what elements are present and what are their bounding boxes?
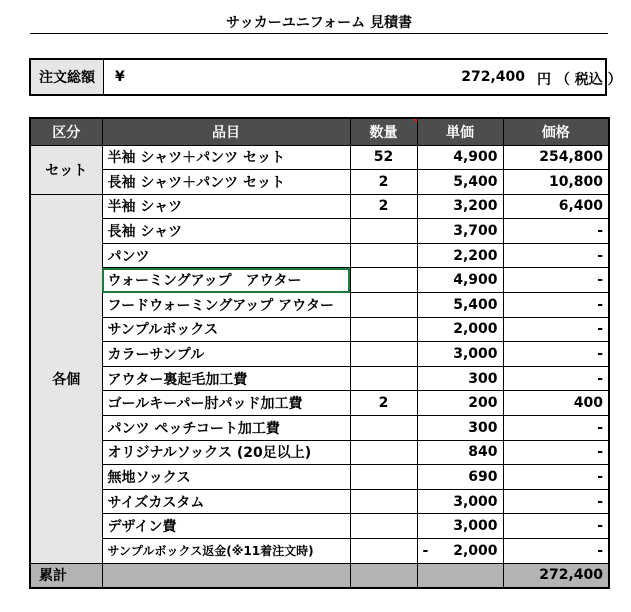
estimate-table: [29, 117, 610, 589]
page-title: サッカーユニフォーム 見積書: [226, 15, 412, 31]
item-unit-price[interactable]: 3,200: [417, 194, 503, 219]
table-row: [30, 342, 609, 367]
table-row: [30, 293, 609, 318]
item-qty[interactable]: 52: [350, 145, 417, 170]
item-name[interactable]: サンプルボックス返金(※11着注文時): [102, 539, 350, 564]
header-row: [30, 118, 609, 145]
item-name[interactable]: 半袖 シャツ: [102, 194, 350, 219]
item-unit-price[interactable]: 4,900: [417, 268, 503, 293]
comment-indicator[interactable]: [412, 118, 418, 124]
item-name[interactable]: 長袖 シャツ＋パンツ セット: [102, 170, 350, 195]
item-name[interactable]: デザイン費: [102, 514, 350, 539]
category-set[interactable]: セット: [30, 145, 102, 194]
item-qty[interactable]: [350, 539, 417, 564]
item-name[interactable]: 半袖 シャツ＋パンツ セット: [102, 145, 350, 170]
item-price[interactable]: 6,400: [503, 194, 609, 219]
item-price[interactable]: -: [503, 268, 609, 293]
item-qty[interactable]: 2: [350, 391, 417, 416]
item-qty[interactable]: [350, 243, 417, 268]
table-row: [30, 194, 609, 219]
table-row: [30, 465, 609, 490]
item-name[interactable]: 長袖 シャツ: [102, 219, 350, 244]
order-total-box: [29, 58, 622, 96]
item-name[interactable]: フードウォーミングアップ アウター: [102, 293, 350, 318]
item-price[interactable]: -: [503, 219, 609, 244]
item-price[interactable]: -: [503, 243, 609, 268]
table-row: [30, 416, 609, 441]
item-name[interactable]: アウター裏起毛加工費: [102, 366, 350, 391]
item-unit-price[interactable]: 690: [417, 465, 503, 490]
item-unit-price[interactable]: 5,400: [417, 293, 503, 318]
title-underline: [30, 33, 608, 34]
table-row: [30, 170, 609, 195]
table-row: [30, 440, 609, 465]
item-price[interactable]: 10,800: [503, 170, 609, 195]
summary-value[interactable]: 272,400: [503, 563, 609, 588]
item-unit-price[interactable]: 3,000: [417, 342, 503, 367]
table-row: [30, 391, 609, 416]
item-qty[interactable]: [350, 440, 417, 465]
item-price[interactable]: -: [503, 465, 609, 490]
item-qty[interactable]: 2: [350, 194, 417, 219]
table-row: [30, 366, 609, 391]
unit-price-value: 2,000: [453, 542, 498, 559]
item-qty[interactable]: [350, 489, 417, 514]
item-unit-price[interactable]: 840: [417, 440, 503, 465]
yen-sign: ¥: [115, 69, 125, 85]
summary-empty[interactable]: [102, 563, 350, 588]
item-price[interactable]: -: [503, 366, 609, 391]
item-unit-price[interactable]: 4,900: [417, 145, 503, 170]
summary-empty[interactable]: [417, 563, 503, 588]
item-unit-price[interactable]: 3,700: [417, 219, 503, 244]
item-unit-price[interactable]: 300: [417, 366, 503, 391]
item-name[interactable]: サンプルボックス: [102, 317, 350, 342]
item-qty[interactable]: 2: [350, 170, 417, 195]
table-row: [30, 539, 609, 564]
table-row: [30, 489, 609, 514]
order-total-label: 注文総額: [31, 60, 104, 94]
item-unit-price[interactable]: 300: [417, 416, 503, 441]
item-price[interactable]: 400: [503, 391, 609, 416]
item-name-selected-cell[interactable]: ウォーミングアップ アウター: [102, 268, 350, 293]
item-qty[interactable]: [350, 342, 417, 367]
table-row: [30, 219, 609, 244]
table-row: [30, 243, 609, 268]
item-name[interactable]: サイズカスタム: [102, 489, 350, 514]
item-qty[interactable]: [350, 366, 417, 391]
item-name[interactable]: パンツ ペッチコート加工費: [102, 416, 350, 441]
minus-sign: -: [422, 542, 429, 559]
header-price: 価格: [503, 118, 609, 145]
item-name[interactable]: 無地ソックス: [102, 465, 350, 490]
item-name[interactable]: カラーサンプル: [102, 342, 350, 367]
item-price[interactable]: 254,800: [503, 145, 609, 170]
table-row: [30, 145, 609, 170]
item-price[interactable]: -: [503, 342, 609, 367]
item-unit-price[interactable]: 3,000: [417, 489, 503, 514]
item-price[interactable]: -: [503, 440, 609, 465]
item-unit-price[interactable]: [417, 539, 503, 564]
category-each[interactable]: 各個: [30, 194, 102, 563]
summary-label[interactable]: 累計: [30, 563, 102, 588]
item-qty[interactable]: [350, 416, 417, 441]
header-item: 品目: [102, 118, 350, 145]
item-name[interactable]: パンツ: [102, 243, 350, 268]
item-price[interactable]: -: [503, 317, 609, 342]
item-unit-price[interactable]: 3,000: [417, 514, 503, 539]
item-unit-price[interactable]: 2,200: [417, 243, 503, 268]
item-unit-price[interactable]: 2,000: [417, 317, 503, 342]
item-unit-price[interactable]: 200: [417, 391, 503, 416]
item-qty[interactable]: [350, 514, 417, 539]
item-price[interactable]: -: [503, 416, 609, 441]
item-price[interactable]: -: [503, 539, 609, 564]
summary-row: [30, 563, 609, 588]
item-qty[interactable]: [350, 293, 417, 318]
header-qty: 数量: [350, 118, 417, 145]
order-total-value: 272,400: [461, 69, 525, 85]
item-qty[interactable]: [350, 317, 417, 342]
item-name[interactable]: オリジナルソックス (20足以上): [102, 440, 350, 465]
item-qty[interactable]: [350, 268, 417, 293]
header-category: 区分: [30, 118, 102, 145]
item-unit-price[interactable]: 5,400: [417, 170, 503, 195]
item-qty[interactable]: [350, 465, 417, 490]
item-price[interactable]: -: [503, 514, 609, 539]
header-unit-price: 単価: [417, 118, 503, 145]
item-name[interactable]: ゴールキーパー肘パッド加工費: [102, 391, 350, 416]
table-row: [30, 268, 609, 293]
summary-empty[interactable]: [350, 563, 417, 588]
table-row: [30, 317, 609, 342]
order-total-unit: 円 （ 税込 ）: [537, 72, 622, 88]
item-qty[interactable]: [350, 219, 417, 244]
table-row: [30, 514, 609, 539]
item-price[interactable]: -: [503, 489, 609, 514]
item-price[interactable]: -: [503, 293, 609, 318]
